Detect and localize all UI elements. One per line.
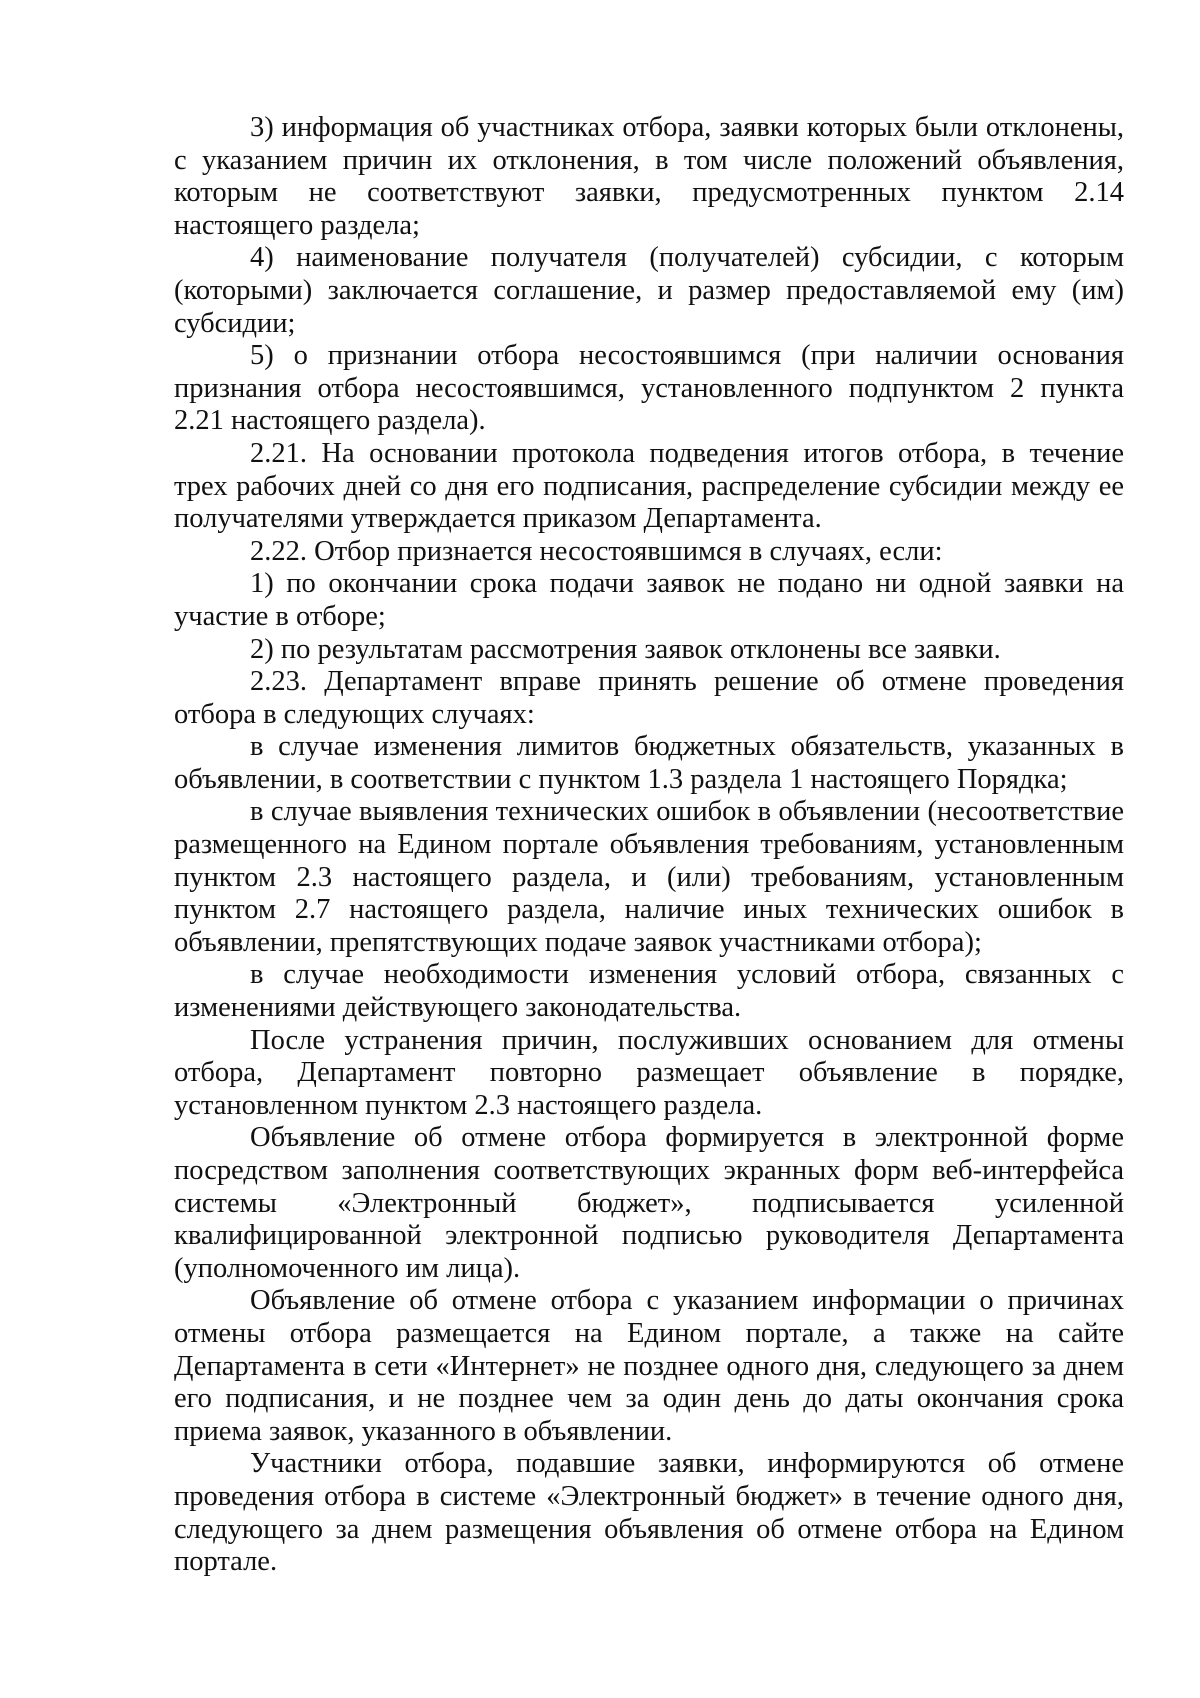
paragraph: После устранения причин, послуживших основанием для отмены отбора, Департамент повторно размещает объявление в порядке, установленном пунктом 2.3 настоящего раздела.: [174, 1024, 1124, 1121]
paragraph: 1) по окончании срока подачи заявок не подано ни одной заявки на участие в отборе;: [174, 568, 1124, 632]
paragraph: Объявление об отмене отбора формируется в электронной форме посредством заполнения соответствующих экранных форм веб-интерфейса системы «Электронный бюджет», подписывается усиленной квалифицированной электронной подписью руководителя Департамента (уполномоченного им лица).: [174, 1122, 1124, 1284]
paragraph: 5) о признании отбора несостоявшимся (при наличии основания признания отбора несостоявшимся, установленного подпунктом 2 пункта 2.21 настоящего раздела).: [174, 340, 1124, 437]
paragraph: в случае необходимости изменения условий отбора, связанных с изменениями действующего законодательства.: [174, 959, 1124, 1024]
document-body: [174, 112, 1124, 1579]
paragraph: Участники отбора, подавшие заявки, информируются об отмене проведения отбора в системе «Электронный бюджет» в течение одного дня, следующего за днем размещения объявления об отмене отбора на Едином портале.: [174, 1448, 1124, 1578]
paragraph: в случае изменения лимитов бюджетных обязательств, указанных в объявлении, в соответствии с пунктом 1.3 раздела 1 настоящего Порядка;: [174, 731, 1124, 795]
paragraph: в случае выявления технических ошибок в объявлении (несоответствие размещенного на Едином портале объявления требованиям, установленным пунктом 2.3 настоящего раздела, и (или) требованиям, установленным пунктом 2.7 настоящего раздела, наличие иных технических ошибок в объявлении, препятствующих подаче заявок участниками отбора);: [174, 796, 1124, 958]
paragraph: Объявление об отмене отбора с указанием информации о причинах отмены отбора размещается на Едином портале, а также на сайте Департамента в сети «Интернет» не позднее одного дня, следующего за днем его подписания, и не позднее чем за один день до даты окончания срока приема заявок, указанного в объявлении.: [174, 1285, 1124, 1447]
paragraph: 2.22. Отбор признается несостоявшимся в случаях, если:: [250, 535, 943, 567]
paragraph: 2) по результатам рассмотрения заявок отклонены все заявки.: [250, 633, 1001, 665]
paragraph: 4) наименование получателя (получателей) субсидии, с которым (которыми) заключается соглашение, и размер предоставляемой ему (им) субсидии;: [174, 242, 1124, 339]
paragraph: 3) информация об участниках отбора, заявки которых были отклонены, с указанием причин их отклонения, в том числе положений объявления, которым не соответствуют заявки, предусмотренных пунктом 2.14 настоящего раздела;: [174, 112, 1124, 241]
paragraph: 2.21. На основании протокола подведения итогов отбора, в течение трех рабочих дней со дня его подписания, распределение субсидии между ее получателями утверждается приказом Департамента.: [174, 437, 1124, 535]
paragraph: 2.23. Департамент вправе принять решение об отмене проведения отбора в следующих случаях:: [174, 666, 1124, 730]
